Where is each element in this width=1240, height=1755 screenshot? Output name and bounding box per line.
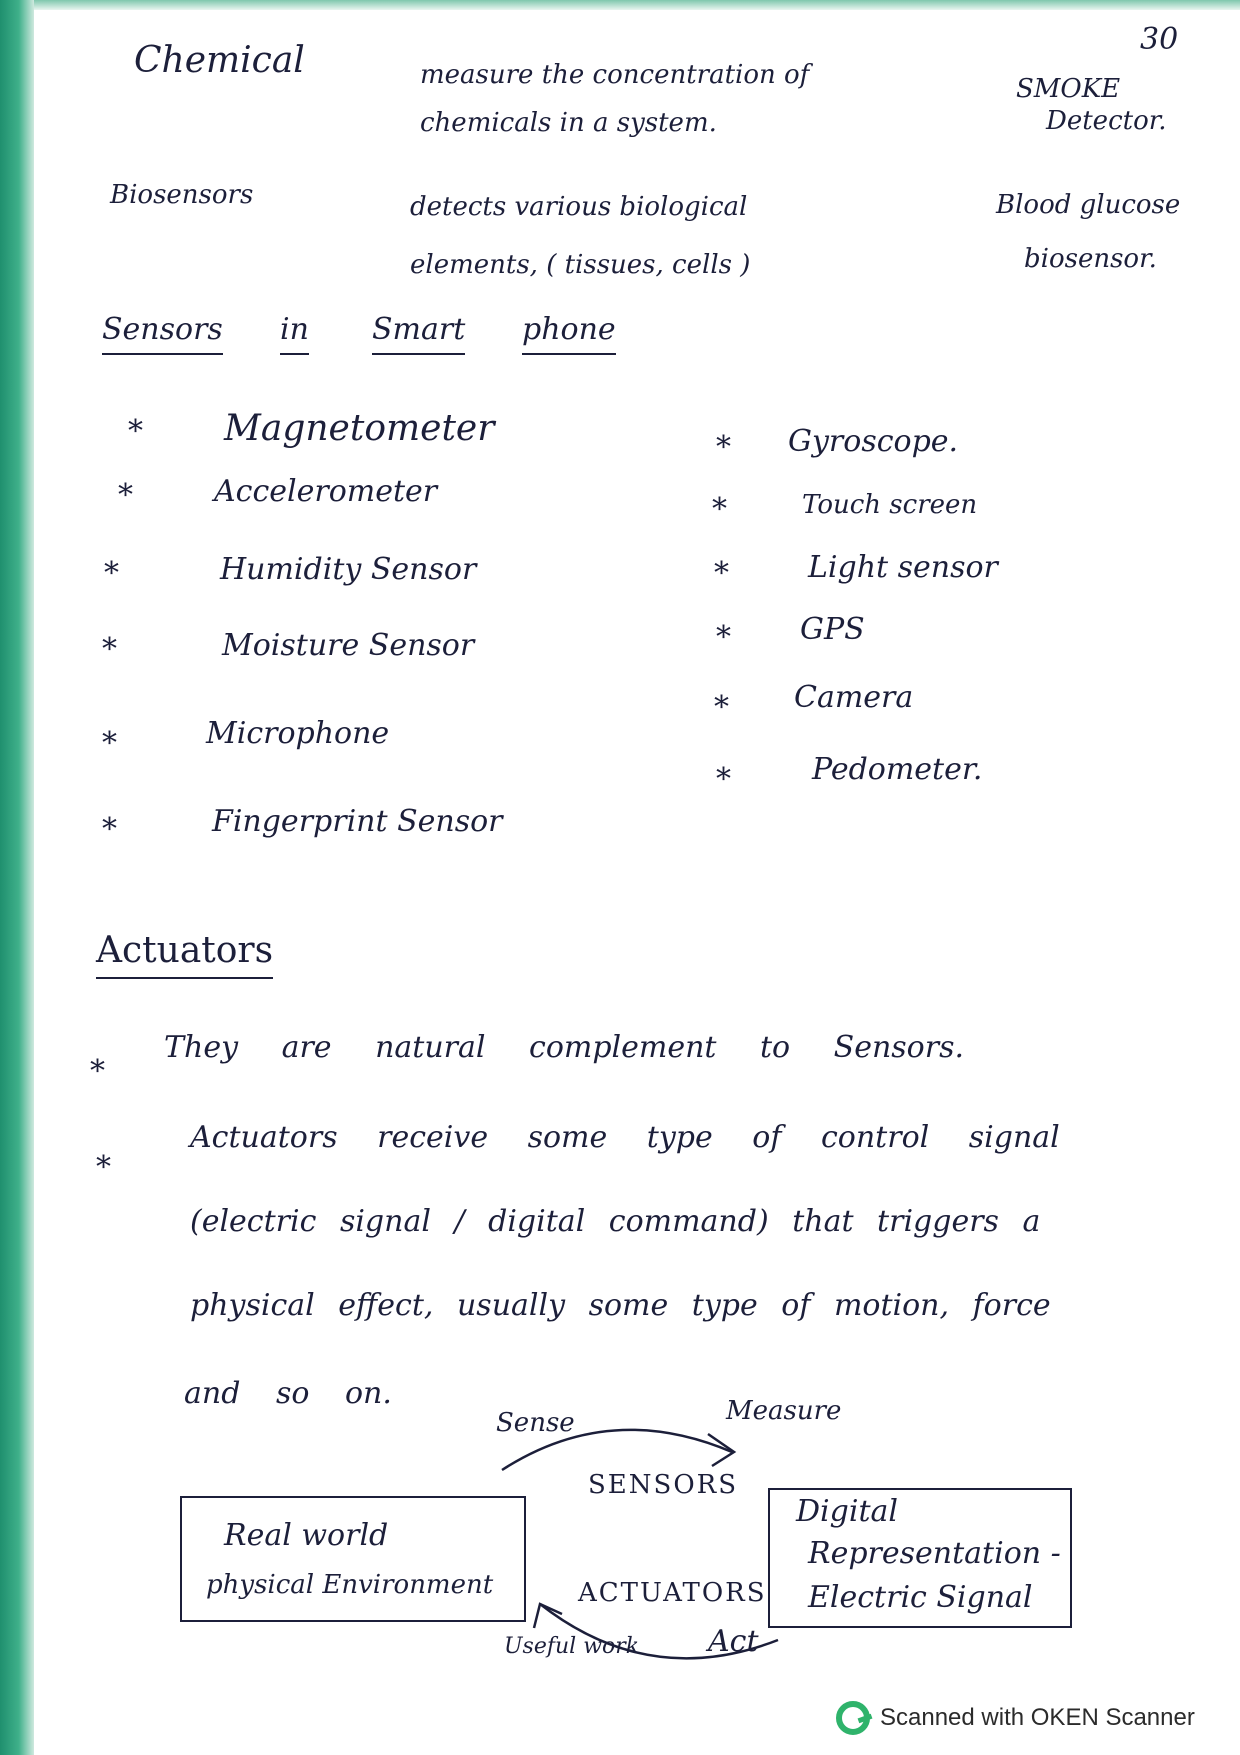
actuator-point-2: Actuators receive some type of control signal [190,1120,1060,1155]
sensor-left-3: Humidity Sensor [220,552,477,587]
bullet-right-4: * [716,620,731,655]
diagram-right-line-3: Electric Signal [808,1580,1033,1615]
scanner-text: Scanned with OKEN Scanner [880,1704,1195,1731]
diagram-label-actuators: ACTUATORS [578,1578,767,1608]
diagram-label-sensors: SENSORS [588,1470,739,1500]
actuator-point-1: They are natural complement to Sensors. [164,1030,965,1065]
bullet-left-4: * [102,632,117,667]
bullet-actuator-2: * [96,1150,111,1185]
sensor-right-3: Light sensor [808,550,998,585]
diagram-left-line-2: physical Environment [206,1570,494,1600]
bullet-left-5: * [102,726,117,761]
bullet-right-2: * [712,492,727,527]
diagram-label-measure: Measure [726,1396,842,1426]
diagram-box-real-world [180,1496,526,1622]
oken-scanner-logo-icon [836,1701,870,1735]
smartphone-heading-word-3: Smart [372,312,465,355]
row-example-chemical-2: Detector. [1046,106,1167,136]
actuators-heading: Actuators [96,930,273,979]
smartphone-heading-word-1: Sensors [102,312,223,355]
actuator-line-5: and so on. [184,1376,392,1411]
sense-arrowhead [708,1434,734,1466]
sensor-right-6: Pedometer. [812,752,983,787]
diagram-right-line-1: Digital [796,1494,898,1529]
row-type-biosensors: Biosensors [110,180,254,210]
sensor-right-5: Camera [794,680,914,715]
row-type-chemical: Chemical [134,40,305,81]
page-number: 30 [1140,22,1179,57]
actuator-line-4: physical effect, usually some type of motion, force [190,1288,1051,1323]
smartphone-heading-word-2: in [280,312,309,355]
row-desc-chemical-1: measure the concentration of [420,60,810,90]
bullet-right-5: * [714,690,729,725]
bullet-left-6: * [102,812,117,847]
bullet-left-3: * [104,556,119,591]
diagram-right-line-2: Representation - [808,1536,1061,1571]
sensor-left-5: Microphone [206,716,390,751]
bullet-left-2: * [118,478,133,513]
row-example-biosensors-2: biosensor. [1024,244,1157,274]
sensor-left-4: Moisture Sensor [222,628,475,663]
sensor-left-2: Accelerometer [214,474,438,509]
smartphone-heading-word-4: phone [522,312,616,355]
bullet-right-6: * [716,762,731,797]
sensor-right-4: GPS [800,612,865,647]
bullet-right-3: * [714,556,729,591]
diagram-label-useful-work: Useful work [504,1634,640,1659]
scanner-watermark [836,1700,1195,1736]
sensor-right-2: Touch screen [802,490,978,520]
bullet-left-1: * [128,414,143,449]
row-desc-biosensors-2: elements, ( tissues, cells ) [410,250,751,280]
row-desc-chemical-2: chemicals in a system. [420,108,717,138]
diagram-label-sense: Sense [496,1408,575,1438]
row-desc-biosensors-1: detects various biological [410,192,748,222]
bullet-right-1: * [716,430,731,465]
sensor-left-1: Magnetometer [224,408,495,449]
row-example-chemical-1: SMOKE [1016,74,1121,104]
diagram-label-act: Act [708,1624,759,1659]
row-example-biosensors-1: Blood glucose [996,190,1181,220]
sensor-right-1: Gyroscope. [788,424,959,459]
bullet-actuator-1: * [90,1054,105,1089]
actuator-line-3: (electric signal / digital command) that triggers a [190,1204,1041,1239]
diagram-left-line-1: Real world [224,1518,389,1553]
sensor-left-6: Fingerprint Sensor [212,804,503,839]
